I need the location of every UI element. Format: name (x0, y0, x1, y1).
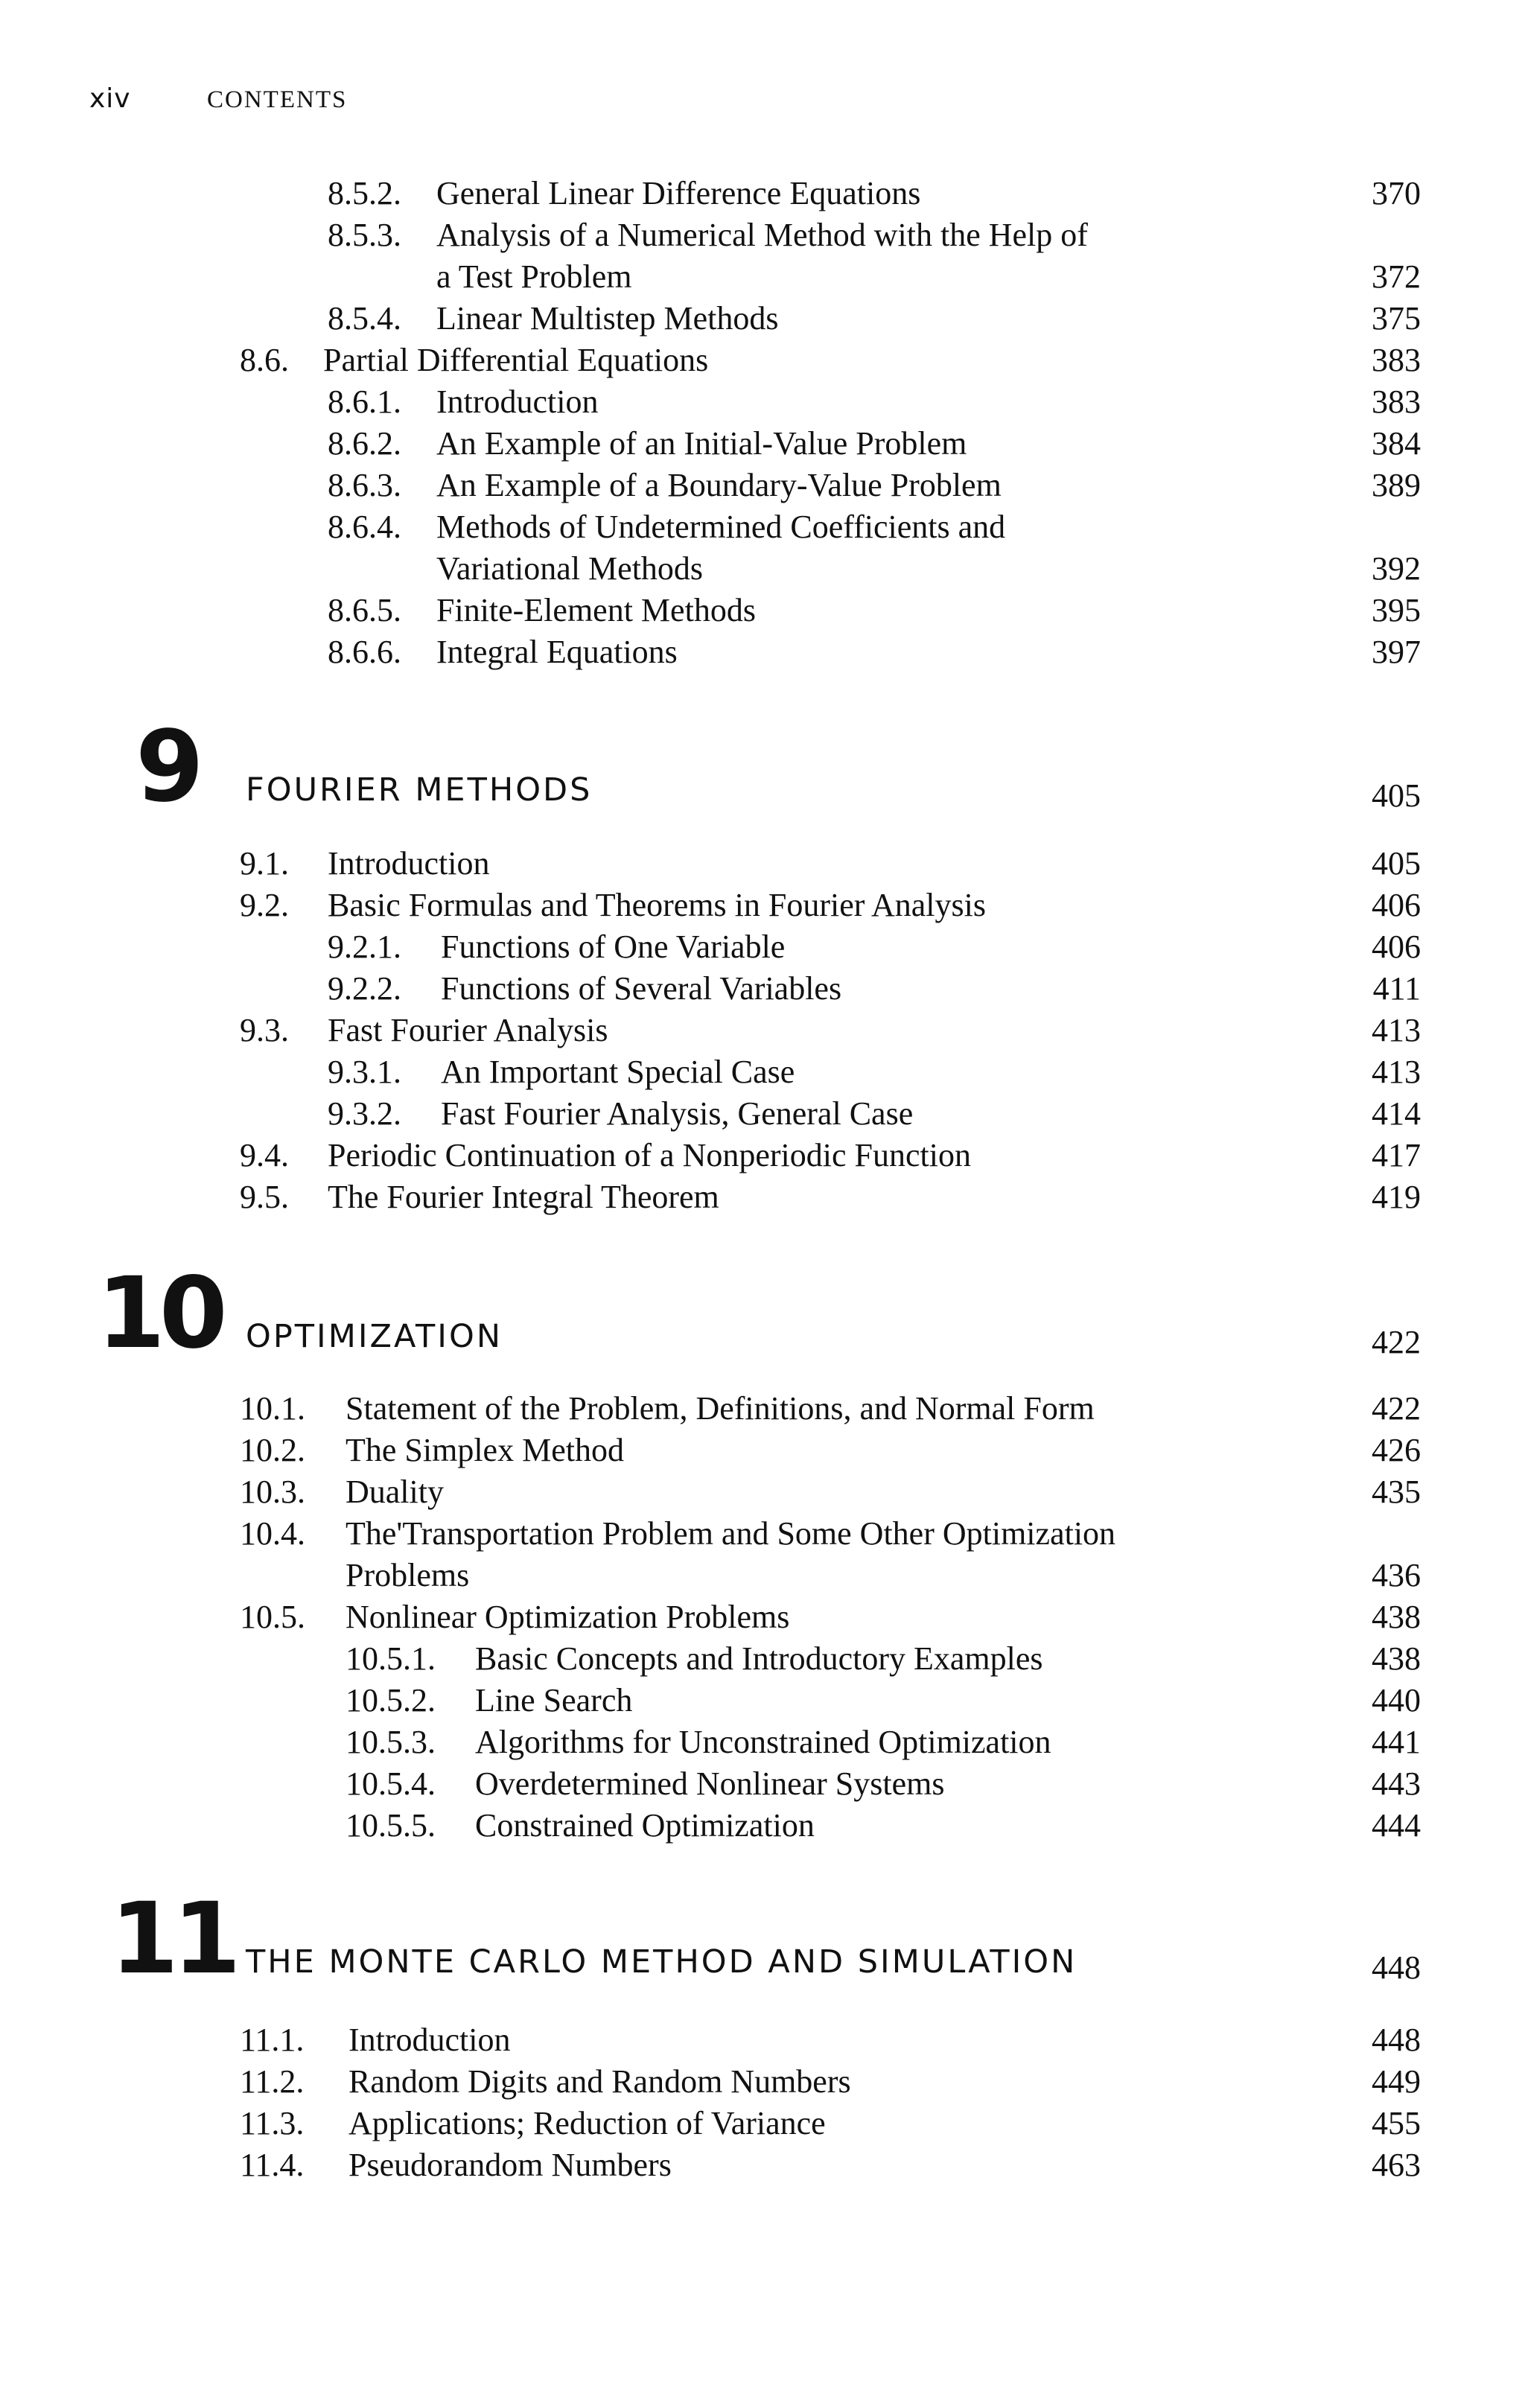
entry-title: Line Search (475, 1682, 633, 1719)
entry-number: 10.2. (240, 1432, 305, 1468)
toc-entry[interactable] (0, 1471, 1525, 1513)
entry-number: 10.5. (240, 1599, 305, 1635)
toc-entry-continuation[interactable] (0, 548, 1525, 590)
entry-title: Basic Formulas and Theorems in Fourier Analysis (328, 887, 986, 923)
entry-page: 444 (1372, 1807, 1421, 1844)
entry-title: Linear Multistep Methods (436, 300, 779, 337)
entry-page: 463 (1372, 2147, 1421, 2183)
entry-number: 10.5.1. (346, 1640, 436, 1677)
toc-entry[interactable] (0, 1638, 1525, 1680)
entry-title: Methods of Undetermined Coefficients and (436, 509, 1006, 545)
toc-entry[interactable] (0, 1135, 1525, 1176)
toc-entry-continuation[interactable] (0, 1555, 1525, 1596)
entry-page: 370 (1372, 175, 1421, 211)
entry-number: 8.6.1. (328, 383, 401, 420)
toc-entry[interactable] (0, 1010, 1525, 1051)
entry-number: 9.3. (240, 1012, 289, 1048)
entry-title: Introduction (328, 845, 490, 882)
entry-number: 10.5.2. (346, 1682, 436, 1719)
chapter-number: 11 (110, 1882, 235, 1996)
running-head-title: CONTENTS (207, 86, 348, 113)
entry-number: 8.6.2. (328, 425, 401, 462)
toc-entry[interactable] (0, 1093, 1525, 1135)
entry-title: Algorithms for Unconstrained Optimization (475, 1724, 1051, 1760)
entry-title: Functions of One Variable (441, 929, 786, 965)
toc-entry[interactable] (0, 2103, 1525, 2144)
toc-entry[interactable] (0, 2061, 1525, 2103)
entry-number: 10.5.3. (346, 1724, 436, 1760)
entry-title: Variational Methods (436, 550, 704, 587)
toc-entry[interactable] (0, 926, 1525, 968)
entry-number: 8.6.3. (328, 467, 401, 503)
chapter-heading[interactable] (0, 1256, 1525, 1371)
entry-page: 414 (1372, 1095, 1421, 1132)
toc-entry[interactable] (0, 1176, 1525, 1218)
toc-entry[interactable] (0, 1430, 1525, 1471)
entry-page: 438 (1372, 1640, 1421, 1677)
entry-number: 9.3.1. (328, 1054, 401, 1090)
entry-title: a Test Problem (436, 258, 632, 295)
entry-page: 441 (1372, 1724, 1421, 1760)
entry-title: Overdetermined Nonlinear Systems (475, 1765, 945, 1802)
toc-entry[interactable] (0, 1051, 1525, 1093)
entry-number: 10.5.4. (346, 1765, 436, 1802)
entry-number: 9.4. (240, 1137, 289, 1173)
entry-page: 455 (1372, 2105, 1421, 2141)
entry-number: 11.4. (240, 2147, 305, 2183)
entry-page: 375 (1372, 300, 1421, 337)
entry-title: Functions of Several Variables (441, 970, 842, 1007)
entry-number: 8.5.2. (328, 175, 401, 211)
entry-number: 10.4. (240, 1515, 305, 1552)
entry-number: 11.1. (240, 2022, 305, 2058)
entry-number: 8.5.3. (328, 217, 401, 253)
entry-title: Partial Differential Equations (323, 342, 709, 378)
entry-title: Constrained Optimization (475, 1807, 815, 1844)
entry-page: 449 (1372, 2063, 1421, 2100)
entry-title: The Simplex Method (346, 1432, 624, 1468)
entry-page: 443 (1372, 1765, 1421, 1802)
entry-number: 9.1. (240, 845, 289, 882)
toc-entry[interactable] (0, 885, 1525, 926)
entry-number: 9.2.2. (328, 970, 401, 1007)
toc-entry[interactable] (0, 1596, 1525, 1638)
toc-entry[interactable] (0, 1763, 1525, 1805)
entry-page: 405 (1372, 845, 1421, 882)
entry-title: The Fourier Integral Theorem (328, 1179, 719, 1215)
entry-title: Basic Concepts and Introductory Examples (475, 1640, 1043, 1677)
entry-page: 436 (1372, 1557, 1421, 1593)
toc-entry[interactable] (0, 968, 1525, 1010)
entry-title: Nonlinear Optimization Problems (346, 1599, 790, 1635)
toc-entry[interactable] (0, 2019, 1525, 2061)
entry-page: 397 (1372, 634, 1421, 670)
entry-page: 419 (1372, 1179, 1421, 1215)
entry-number: 8.6.6. (328, 634, 401, 670)
running-head (89, 83, 347, 121)
entry-page: 413 (1372, 1012, 1421, 1048)
entry-page: 392 (1372, 550, 1421, 587)
chapter-title: FOURIER METHODS (246, 771, 593, 809)
entry-title: Introduction (348, 2022, 511, 2058)
entry-number: 9.2. (240, 887, 289, 923)
chapter-heading[interactable] (0, 710, 1525, 824)
toc-entry[interactable] (0, 1513, 1525, 1555)
toc-entry[interactable] (0, 2144, 1525, 2186)
entry-number: 8.5.4. (328, 300, 401, 337)
entry-page: 406 (1372, 887, 1421, 923)
entry-title: Random Digits and Random Numbers (348, 2063, 851, 2100)
entry-page: 383 (1372, 383, 1421, 420)
toc-entry[interactable] (0, 1680, 1525, 1721)
entry-number: 10.5.5. (346, 1807, 436, 1844)
entry-number: 8.6. (240, 342, 289, 378)
entry-page: 448 (1372, 2022, 1421, 2058)
entry-title: Statement of the Problem, Definitions, and Normal Form (346, 1390, 1095, 1427)
entry-title: An Important Special Case (441, 1054, 795, 1090)
entry-number: 10.3. (240, 1474, 305, 1510)
entry-page: 389 (1372, 467, 1421, 503)
entry-title: Duality (346, 1474, 444, 1510)
entry-number: 9.2.1. (328, 929, 401, 965)
entry-title: Fast Fourier Analysis (328, 1012, 608, 1048)
entry-title: Integral Equations (436, 634, 678, 670)
entry-number: 9.5. (240, 1179, 289, 1215)
entry-title: Periodic Continuation of a Nonperiodic Function (328, 1137, 971, 1173)
chapter-number: 10 (97, 1256, 222, 1371)
entry-page: 422 (1372, 1390, 1421, 1427)
chapter-title: OPTIMIZATION (246, 1318, 503, 1355)
toc-entry[interactable] (0, 214, 1525, 256)
toc-entry[interactable] (0, 298, 1525, 340)
toc-entry[interactable] (0, 843, 1525, 885)
entry-page: 411 (1372, 970, 1421, 1007)
toc-entry[interactable] (0, 1721, 1525, 1763)
toc-entry[interactable] (0, 590, 1525, 631)
entry-page: 440 (1372, 1682, 1421, 1719)
toc-entry[interactable] (0, 173, 1525, 214)
entry-number: 8.6.5. (328, 592, 401, 628)
toc-entry[interactable] (0, 423, 1525, 465)
entry-page: 435 (1372, 1474, 1421, 1510)
entry-title: Analysis of a Numerical Method with the Help of (436, 217, 1088, 253)
chapter-page: 422 (1372, 1324, 1421, 1360)
chapter-page: 448 (1372, 1949, 1421, 1986)
page-number: xiv (89, 83, 131, 114)
toc-entry[interactable] (0, 381, 1525, 423)
entry-title: Applications; Reduction of Variance (348, 2105, 826, 2141)
entry-title: An Example of a Boundary-Value Problem (436, 467, 1002, 503)
entry-page: 426 (1372, 1432, 1421, 1468)
entry-page: 384 (1372, 425, 1421, 462)
entry-page: 438 (1372, 1599, 1421, 1635)
toc-entry[interactable] (0, 631, 1525, 673)
entry-number: 8.6.4. (328, 509, 401, 545)
entry-page: 395 (1372, 592, 1421, 628)
toc-entry[interactable] (0, 506, 1525, 548)
entry-page: 383 (1372, 342, 1421, 378)
entry-page: 413 (1372, 1054, 1421, 1090)
entry-number: 10.1. (240, 1390, 305, 1427)
entry-title: Problems (346, 1557, 470, 1593)
entry-title: Introduction (436, 383, 599, 420)
chapter-heading[interactable] (0, 1882, 1525, 1996)
entry-page: 372 (1372, 258, 1421, 295)
entry-title: The'Transportation Problem and Some Other Optimization (346, 1515, 1116, 1552)
entry-page: 417 (1372, 1137, 1421, 1173)
toc-entry[interactable] (0, 465, 1525, 506)
chapter-page: 405 (1372, 777, 1421, 814)
chapter-number: 9 (136, 710, 198, 824)
toc-entry[interactable] (0, 1388, 1525, 1430)
toc-entry-continuation[interactable] (0, 256, 1525, 298)
entry-title: Finite-Element Methods (436, 592, 756, 628)
entry-page: 406 (1372, 929, 1421, 965)
toc-entry[interactable] (0, 1805, 1525, 1847)
entry-number: 9.3.2. (328, 1095, 401, 1132)
entry-title: General Linear Difference Equations (436, 175, 921, 211)
entry-title: Pseudorandom Numbers (348, 2147, 672, 2183)
entry-number: 11.3. (240, 2105, 305, 2141)
entry-title: An Example of an Initial-Value Problem (436, 425, 967, 462)
entry-number: 11.2. (240, 2063, 305, 2100)
chapter-title: THE MONTE CARLO METHOD AND SIMULATION (246, 1943, 1077, 1981)
entry-title: Fast Fourier Analysis, General Case (441, 1095, 914, 1132)
toc-entry[interactable] (0, 340, 1525, 381)
